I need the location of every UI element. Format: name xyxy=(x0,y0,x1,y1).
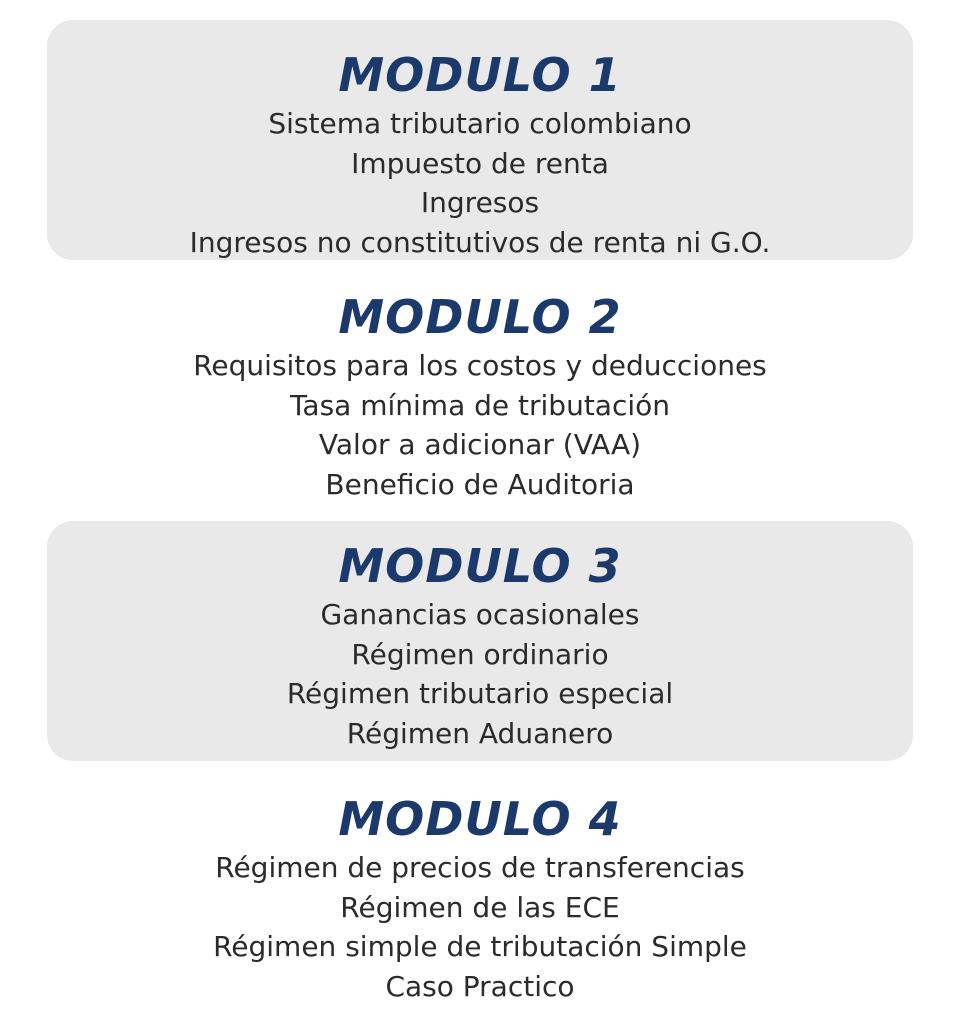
module-4-panel xyxy=(47,776,913,1006)
module-4-topic: Caso Practico xyxy=(385,969,575,1003)
module-1-panel xyxy=(47,20,913,260)
module-2-title: MODULO 2 xyxy=(338,290,622,344)
module-2-topic: Tasa mínima de tributación xyxy=(289,388,671,422)
module-1-topic: Sistema tributario colombiano xyxy=(268,107,692,140)
module-4-topic: Régimen de precios de transferencias xyxy=(215,851,745,884)
module-2-topic: Beneficio de Auditoria xyxy=(325,467,635,501)
module-3-panel xyxy=(47,521,913,761)
module-2-topic-list xyxy=(47,346,913,504)
module-2-topic: Requisitos para los costos y deducciones xyxy=(193,349,767,382)
module-3-topic-list xyxy=(47,595,913,753)
module-4-topic: Régimen simple de tributación Simple xyxy=(213,930,747,963)
module-1-title: MODULO 1 xyxy=(338,48,622,102)
module-3-topic: Régimen Aduanero xyxy=(346,716,614,750)
module-3-topic: Régimen tributario especial xyxy=(286,677,674,710)
module-1-topic: Ingresos xyxy=(420,186,540,219)
module-3-title: MODULO 3 xyxy=(338,539,622,593)
module-3-topic: Régimen ordinario xyxy=(351,637,609,671)
module-1-topic: Ingresos no constitutivos de renta ni G.O. xyxy=(189,225,771,259)
module-2-topic: Valor a adicionar (VAA) xyxy=(318,428,642,461)
module-1-topic-list xyxy=(47,104,913,262)
module-4-title: MODULO 4 xyxy=(338,792,622,846)
module-4-topic: Régimen de las ECE xyxy=(340,890,620,924)
module-2-panel xyxy=(47,274,913,506)
module-3-topic: Ganancias ocasionales xyxy=(320,598,640,631)
module-4-topic-list xyxy=(47,848,913,1006)
module-1-topic: Impuesto de renta xyxy=(351,146,609,180)
